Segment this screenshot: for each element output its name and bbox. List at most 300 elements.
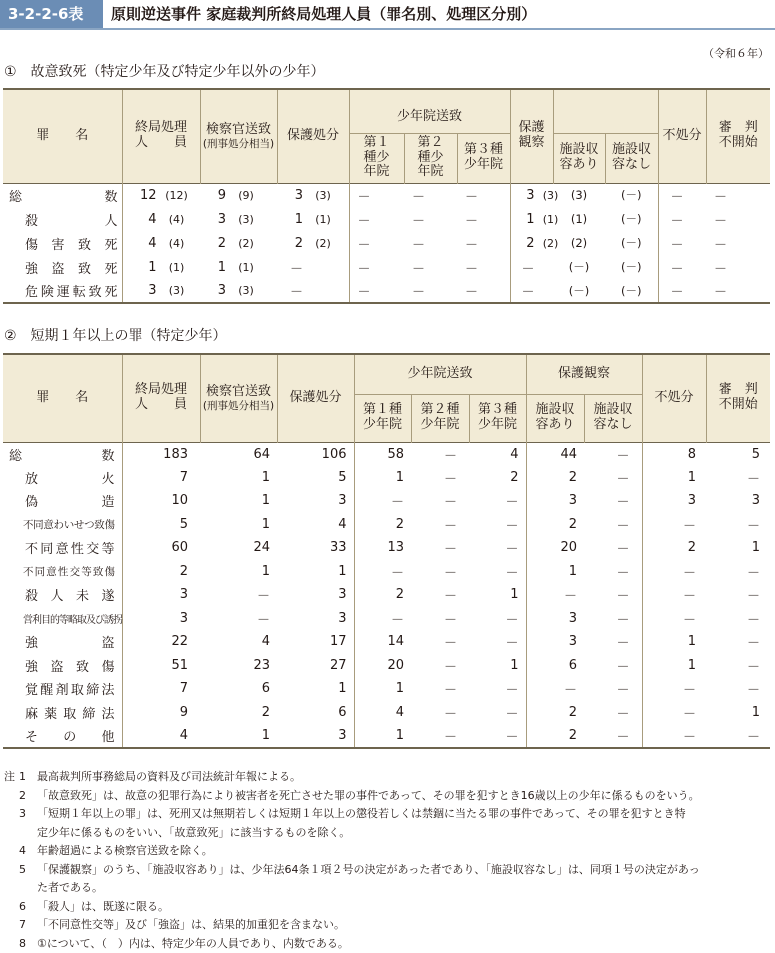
without-facility-cell: － [584, 701, 642, 725]
crime-cell: 不同意性交等 [3, 536, 122, 560]
cell-value: － [281, 281, 303, 300]
no-hearing-cell: － [706, 279, 770, 303]
with-facility-cell: 3 [526, 630, 584, 654]
header-protective: 保護処分 [277, 89, 349, 183]
crime-cell: 危険運転致死 [3, 279, 122, 303]
cell-value: 2 [281, 236, 303, 251]
type2-cell: － [404, 231, 457, 255]
type1-cell: 14 [354, 630, 411, 654]
header-training-school: 少年院送致 [349, 89, 510, 133]
footnote-number-text: 1 [19, 768, 26, 787]
with-facility-cell: (－) [553, 255, 605, 279]
table-title: 原則逆送事件 家庭裁判所終局処理人員（罪名別、処理区分別） [111, 0, 536, 28]
type3-cell: － [457, 255, 510, 279]
header-without-facility: 施設収容なし [605, 133, 658, 183]
protective-cell: 4 [277, 513, 354, 537]
cell-value: 3 [204, 212, 226, 227]
protective-cell: 3 [277, 724, 354, 748]
table-row [3, 724, 770, 748]
table-row [3, 677, 770, 701]
cell-value: 12 [127, 188, 157, 203]
with-facility-cell: 20 [526, 536, 584, 560]
prosecutor-cell [200, 207, 277, 231]
type3-cell: － [457, 279, 510, 303]
footnote-text: 「短期１年以上の罪」は、死刑又は無期若しくは短期１年以上の懲役若しくは禁錮に当たる罪の事件であって、その罪を犯すとき特 [37, 807, 686, 820]
header-type1: 第１種少年院 [349, 133, 404, 183]
no-disposition-cell: 2 [642, 536, 706, 560]
type2-cell: － [411, 701, 469, 725]
probation-cell [510, 255, 553, 279]
without-facility-cell: － [584, 654, 642, 678]
intentional-death-table [3, 88, 770, 304]
protective-cell: 1 [277, 677, 354, 701]
no-disposition-cell: 1 [642, 466, 706, 490]
without-facility-cell: － [584, 607, 642, 631]
table-row [3, 489, 770, 513]
cell-specific-value: (4) [163, 213, 191, 226]
without-facility-cell: － [584, 724, 642, 748]
footnote-text: 「不同意性交等」及び「強盗」は、結果的加重犯を含まない。 [37, 918, 345, 931]
type3-cell: － [469, 701, 526, 725]
protective-cell [277, 231, 349, 255]
no-disposition-cell: － [642, 701, 706, 725]
header-total: 終局処理人 員 [122, 89, 200, 183]
no-disposition-cell: － [658, 279, 706, 303]
footnote-number-text: 8 [19, 935, 26, 953]
with-facility-cell: 6 [526, 654, 584, 678]
header-no-hearing: 審 判不開始 [706, 354, 770, 442]
with-facility-cell: 2 [526, 466, 584, 490]
cell-value: 1 [513, 212, 535, 227]
without-facility-cell: － [584, 677, 642, 701]
without-facility-cell: － [584, 442, 642, 466]
prosecutor-cell [200, 231, 277, 255]
type3-cell: － [469, 677, 526, 701]
header-type2: 第２種少年院 [411, 394, 469, 442]
type3-cell: － [469, 489, 526, 513]
no-hearing-cell: 1 [706, 536, 770, 560]
cell-value: 1 [127, 260, 157, 275]
type1-cell: 2 [354, 583, 411, 607]
total-cell [122, 183, 200, 207]
total-cell [122, 231, 200, 255]
crime-cell: 殺 人 [3, 207, 122, 231]
type2-cell: － [404, 255, 457, 279]
with-facility-cell: 3 [526, 607, 584, 631]
cell-specific-value: (12) [163, 189, 191, 202]
prosecutor-cell: 24 [200, 536, 277, 560]
footnote-item [4, 787, 772, 806]
probation-cell [510, 183, 553, 207]
type1-cell: 13 [354, 536, 411, 560]
type1-cell: 2 [354, 513, 411, 537]
table-number-badge: 3-2-2-6表 [0, 0, 103, 28]
cell-value: － [281, 258, 303, 277]
table-row [3, 583, 770, 607]
no-hearing-cell: － [706, 255, 770, 279]
cell-specific-value: (1) [309, 213, 337, 226]
crime-cell: 強 盗 [3, 630, 122, 654]
footnotes [4, 768, 772, 953]
no-hearing-cell: 3 [706, 489, 770, 513]
cell-specific-value: (3) [163, 284, 191, 297]
no-hearing-cell: － [706, 607, 770, 631]
table-row [3, 654, 770, 678]
with-facility-cell: 1 [526, 560, 584, 584]
with-facility-cell: 2 [526, 701, 584, 725]
type3-cell: － [469, 724, 526, 748]
type3-cell: － [457, 207, 510, 231]
total-cell: 7 [122, 466, 200, 490]
type3-cell: － [469, 536, 526, 560]
prosecutor-cell [200, 279, 277, 303]
type3-cell: － [469, 607, 526, 631]
type2-cell: － [411, 466, 469, 490]
footnote-text: ①について、（ ）内は、特定少年の人員であり、内数である。 [37, 937, 349, 950]
total-cell: 60 [122, 536, 200, 560]
type1-cell: 58 [354, 442, 411, 466]
footnote-text: 最高裁判所事務総局の資料及び司法統計年報による。 [37, 770, 301, 783]
header-prosecutor-label: 検察官送致 [201, 385, 277, 400]
without-facility-cell: － [584, 489, 642, 513]
crime-cell: 強盗致死 [3, 255, 122, 279]
footnote-number-text: 2 [19, 787, 26, 806]
header-with-facility: 施設収容あり [526, 394, 584, 442]
crime-cell: 傷害致死 [3, 231, 122, 255]
header-probation: 保護観察 [510, 89, 553, 183]
footnote-text: 「故意致死」は、故意の犯罪行為により被害者を死亡させた罪の事件であって、その罪を犯すとき16歳以上の少年に係るものをいう。 [37, 789, 700, 802]
type1-cell: 1 [354, 677, 411, 701]
header-protective: 保護処分 [277, 354, 354, 442]
cell-specific-value: (1) [232, 261, 260, 274]
prosecutor-cell: 6 [200, 677, 277, 701]
crime-cell: 不同意わいせつ致傷 [3, 513, 122, 537]
total-cell [122, 255, 200, 279]
no-disposition-cell: － [642, 607, 706, 631]
protective-cell: 33 [277, 536, 354, 560]
probation-cell [510, 231, 553, 255]
crime-cell: 総 数 [3, 442, 122, 466]
no-disposition-cell: － [642, 724, 706, 748]
no-hearing-cell: － [706, 183, 770, 207]
type2-cell: － [411, 724, 469, 748]
type2-cell: － [411, 513, 469, 537]
no-disposition-cell: － [658, 231, 706, 255]
header-no-disposition: 不処分 [658, 89, 706, 183]
header-probation: 保護観察 [526, 354, 642, 394]
header-prosecutor-label: 検察官送致 [201, 123, 277, 138]
with-facility-cell: 3 [526, 489, 584, 513]
type1-cell: 1 [354, 466, 411, 490]
type3-cell: 4 [469, 442, 526, 466]
header-without-facility: 施設収容なし [584, 394, 642, 442]
protective-cell: 5 [277, 466, 354, 490]
cell-value: － [513, 258, 535, 277]
type3-cell: － [457, 183, 510, 207]
type3-cell: － [469, 513, 526, 537]
no-hearing-cell: － [706, 724, 770, 748]
header-total: 終局処理人 員 [122, 354, 200, 442]
protective-cell: 27 [277, 654, 354, 678]
footnote-label: 注 [4, 768, 15, 787]
table-header-bar [0, 0, 775, 30]
footnote-item [4, 842, 772, 861]
no-disposition-cell: － [642, 677, 706, 701]
without-facility-cell: － [584, 630, 642, 654]
prosecutor-cell: 64 [200, 442, 277, 466]
no-hearing-cell: 1 [706, 701, 770, 725]
prosecutor-cell: 1 [200, 513, 277, 537]
cell-specific-value: (2) [537, 237, 565, 250]
type1-cell: － [349, 255, 404, 279]
cell-specific-value: (3) [232, 284, 260, 297]
crime-cell: 偽 造 [3, 489, 122, 513]
cell-value: 1 [204, 260, 226, 275]
protective-cell: 106 [277, 442, 354, 466]
without-facility-cell: (－) [605, 255, 658, 279]
type2-cell: － [404, 279, 457, 303]
type2-cell: － [411, 654, 469, 678]
cell-value: 4 [127, 236, 157, 251]
cell-value: － [513, 281, 535, 300]
table-row [3, 442, 770, 466]
footnote-item [4, 879, 772, 898]
no-disposition-cell: 3 [642, 489, 706, 513]
footnote-item [4, 824, 772, 843]
footnote-number-text: 4 [19, 842, 26, 861]
type3-cell: － [457, 231, 510, 255]
section1-heading: ① 故意致死（特定少年及び特定少年以外の少年） [4, 61, 325, 81]
cell-value: 3 [127, 283, 157, 298]
type2-cell: － [411, 607, 469, 631]
cell-specific-value: (1) [163, 261, 191, 274]
type1-cell: － [349, 207, 404, 231]
header-blank [553, 89, 605, 133]
crime-cell: 不同意性交等致傷 [3, 560, 122, 584]
table-row [3, 701, 770, 725]
cell-value: 2 [204, 236, 226, 251]
no-disposition-cell: － [642, 583, 706, 607]
type2-cell: － [411, 489, 469, 513]
prosecutor-cell: 1 [200, 560, 277, 584]
no-disposition-cell: 1 [642, 654, 706, 678]
total-cell: 3 [122, 583, 200, 607]
with-facility-cell: (－) [553, 279, 605, 303]
protective-cell: 3 [277, 583, 354, 607]
prosecutor-cell: 4 [200, 630, 277, 654]
prosecutor-cell: － [200, 583, 277, 607]
no-disposition-cell: － [658, 183, 706, 207]
cell-specific-value: (3) [537, 189, 565, 202]
protective-cell: 3 [277, 607, 354, 631]
protective-cell: 1 [277, 560, 354, 584]
protective-cell: 17 [277, 630, 354, 654]
with-facility-cell: (3) [553, 183, 605, 207]
short-term-crime-table [3, 353, 770, 749]
without-facility-cell: － [584, 536, 642, 560]
cell-specific-value: (3) [232, 213, 260, 226]
footnote-text: 定少年に係るものをいい、「故意致死」に該当するものを除く。 [37, 826, 350, 839]
header-prosecutor-sub: (刑事処分相当) [201, 400, 277, 412]
type1-cell: － [349, 183, 404, 207]
footnote-text: 年齢超過による検察官送致を除く。 [37, 844, 213, 857]
total-cell: 183 [122, 442, 200, 466]
table-row [3, 560, 770, 584]
no-hearing-cell: 5 [706, 442, 770, 466]
type3-cell: 2 [469, 466, 526, 490]
no-disposition-cell: － [642, 560, 706, 584]
table-row [3, 630, 770, 654]
footnote-number-text: 7 [19, 916, 26, 935]
without-facility-cell: (－) [605, 207, 658, 231]
footnote-item [4, 805, 772, 824]
type1-cell: － [354, 560, 411, 584]
no-disposition-cell: 1 [642, 630, 706, 654]
crime-cell: 強盗致傷 [3, 654, 122, 678]
type1-cell: － [354, 489, 411, 513]
without-facility-cell: (－) [605, 183, 658, 207]
type2-cell: － [404, 207, 457, 231]
cell-specific-value: (4) [163, 237, 191, 250]
no-hearing-cell: － [706, 654, 770, 678]
header-prosecutor-sub: (刑事処分相当) [201, 138, 277, 150]
without-facility-cell: － [584, 513, 642, 537]
type2-cell: － [404, 183, 457, 207]
total-cell: 22 [122, 630, 200, 654]
no-hearing-cell: － [706, 466, 770, 490]
type1-cell: 1 [354, 724, 411, 748]
protective-cell: 6 [277, 701, 354, 725]
prosecutor-cell: － [200, 607, 277, 631]
footnote-text: 「保護観察」のうち、「施設収容あり」は、少年法64条１項２号の決定があった者であり、「施設収容なし」は、同項１号の決定があっ [37, 863, 700, 876]
cell-value: 1 [281, 212, 303, 227]
total-cell: 9 [122, 701, 200, 725]
prosecutor-cell: 2 [200, 701, 277, 725]
footnote-text: た者である。 [37, 881, 103, 894]
no-hearing-cell: － [706, 630, 770, 654]
footnote-item [4, 898, 772, 917]
table-row [3, 607, 770, 631]
no-hearing-cell: － [706, 513, 770, 537]
header-type1: 第１種少年院 [354, 394, 411, 442]
with-facility-cell: 2 [526, 724, 584, 748]
total-cell: 2 [122, 560, 200, 584]
type1-cell: 20 [354, 654, 411, 678]
type2-cell: － [411, 583, 469, 607]
no-disposition-cell: － [642, 513, 706, 537]
no-hearing-cell: － [706, 207, 770, 231]
type3-cell: 1 [469, 583, 526, 607]
cell-specific-value: (3) [309, 189, 337, 202]
with-facility-cell: － [526, 677, 584, 701]
no-hearing-cell: － [706, 231, 770, 255]
cell-value: 3 [281, 188, 303, 203]
cell-value: 3 [204, 283, 226, 298]
type2-cell: － [411, 677, 469, 701]
total-cell [122, 279, 200, 303]
type2-cell: － [411, 630, 469, 654]
type1-cell: － [354, 607, 411, 631]
with-facility-cell: (1) [553, 207, 605, 231]
with-facility-cell: (2) [553, 231, 605, 255]
header-crime: 罪 名 [3, 89, 122, 183]
header-no-hearing: 審 判不開始 [706, 89, 770, 183]
protective-cell [277, 279, 349, 303]
type2-cell: － [411, 442, 469, 466]
with-facility-cell: 44 [526, 442, 584, 466]
cell-specific-value: (2) [309, 237, 337, 250]
cell-specific-value: (9) [232, 189, 260, 202]
footnote-number-text: 3 [19, 805, 26, 824]
table-row [3, 466, 770, 490]
header-crime: 罪 名 [3, 354, 122, 442]
header-blank2 [605, 89, 658, 133]
no-hearing-cell: － [706, 560, 770, 584]
cell-value: 4 [127, 212, 157, 227]
protective-cell [277, 255, 349, 279]
total-cell: 3 [122, 607, 200, 631]
no-disposition-cell: 8 [642, 442, 706, 466]
table-row [3, 207, 770, 231]
table-row [3, 183, 770, 207]
crime-cell: 麻薬取締法 [3, 701, 122, 725]
header-prosecutor [200, 89, 277, 183]
without-facility-cell: － [584, 466, 642, 490]
section2-heading: ② 短期１年以上の罪（特定少年） [4, 325, 227, 345]
footnote-item [4, 768, 772, 787]
no-hearing-cell: － [706, 583, 770, 607]
crime-cell: 殺人未遂 [3, 583, 122, 607]
header-type3: 第３種少年院 [469, 394, 526, 442]
type3-cell: 1 [469, 654, 526, 678]
type1-cell: 4 [354, 701, 411, 725]
probation-cell [510, 279, 553, 303]
footnote-number-text: 5 [19, 861, 26, 880]
type2-cell: － [411, 560, 469, 584]
type1-cell: － [349, 279, 404, 303]
footnote-item [4, 935, 772, 953]
header-type2: 第２種少年院 [404, 133, 457, 183]
footnote-text: 「殺人」は、既遂に限る。 [37, 900, 169, 913]
no-hearing-cell: － [706, 677, 770, 701]
crime-cell: そ の 他 [3, 724, 122, 748]
crime-cell: 総 数 [3, 183, 122, 207]
cell-value: 9 [204, 188, 226, 203]
type3-cell: － [469, 630, 526, 654]
with-facility-cell: － [526, 583, 584, 607]
without-facility-cell: － [584, 560, 642, 584]
without-facility-cell: (－) [605, 279, 658, 303]
type3-cell: － [469, 560, 526, 584]
type2-cell: － [411, 536, 469, 560]
protective-cell [277, 183, 349, 207]
table-row [3, 255, 770, 279]
protective-cell: 3 [277, 489, 354, 513]
prosecutor-cell [200, 183, 277, 207]
era-label: （令和６年） [703, 45, 769, 61]
header-no-disposition: 不処分 [642, 354, 706, 442]
total-cell [122, 207, 200, 231]
prosecutor-cell: 1 [200, 724, 277, 748]
total-cell: 4 [122, 724, 200, 748]
cell-value: 3 [513, 188, 535, 203]
no-disposition-cell: － [658, 207, 706, 231]
table-row [3, 536, 770, 560]
total-cell: 10 [122, 489, 200, 513]
type1-cell: － [349, 231, 404, 255]
cell-specific-value: (1) [537, 213, 565, 226]
cell-value: 2 [513, 236, 535, 251]
